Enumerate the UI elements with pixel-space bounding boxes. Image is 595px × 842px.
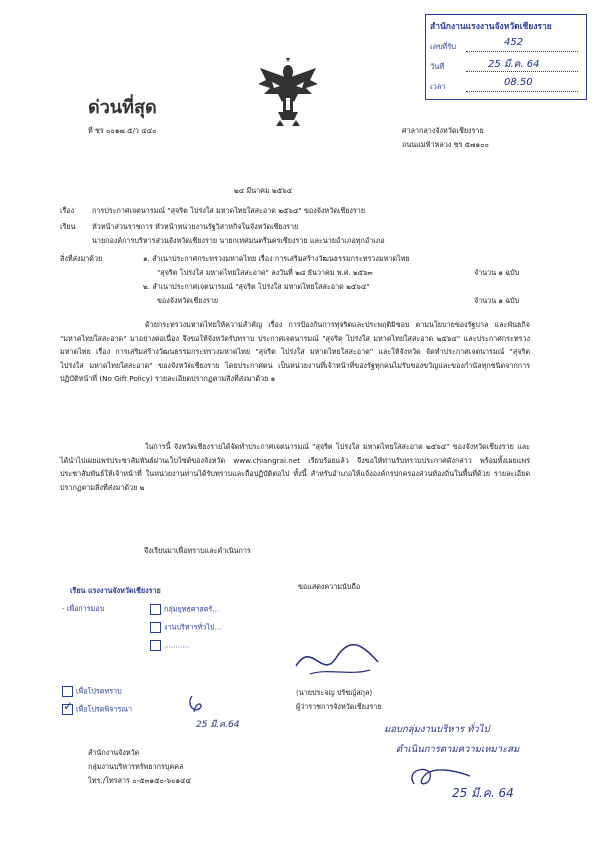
stamp-office: สำนักงานแรงงานจังหวัดเชียงราย — [430, 22, 552, 32]
document-number: ที่ ชร ๐๐๑๗.๕/ว ๔๔๐ — [88, 126, 157, 135]
urgent-heading: ด่วนที่สุด — [88, 97, 157, 118]
attachment-2-quantity: จำนวน ๑ ฉบับ — [474, 296, 520, 305]
handwritten-note-line2: ดำเนินการตามความเหมาะสม — [396, 744, 520, 755]
checkbox-icon — [150, 604, 161, 615]
routing-to: เรียน แรงงานจังหวัดเชียงราย — [70, 586, 161, 595]
checkbox-icon — [150, 640, 161, 651]
routing-assign-label: - เพื่อการมอบ — [62, 604, 105, 613]
closing-respect: ขอแสดงความนับถือ — [298, 582, 361, 591]
handwritten-note-date: 25 มี.ค. 64 — [452, 786, 514, 800]
attachment-1-line2: "สุจริต โปร่งใส มหาดไทยใสสะอาด" ลงวันที่ ๒๘ ธันวาคม พ.ศ. ๒๕๖๓ — [157, 268, 373, 277]
attachment-2-line2: ของจังหวัดเชียงราย — [157, 296, 219, 305]
subject-label: เรื่อง — [60, 206, 75, 215]
stamp-time-label: เวลา — [430, 82, 446, 91]
checkbox-icon — [150, 622, 161, 633]
routing-option-3: ........... — [150, 640, 189, 651]
attachment-2-line1: ๒. สำเนาประกาศเจตนารมณ์ "สุจริต โปร่งใส มหาดไทยใสสะอาด ๒๕๖๔" — [143, 282, 370, 291]
checkbox-icon — [62, 686, 73, 697]
office-line2: กลุ่มงานบริหารทรัพยากรบุคคล — [88, 762, 184, 771]
stamp-date-value: 25 มี.ค. 64 — [488, 59, 540, 70]
stamp-time-value: 08.50 — [504, 77, 533, 88]
stamp-received-label: เลขที่รับ — [430, 42, 457, 51]
sender-address-line1: ศาลากลางจังหวัดเชียงราย — [402, 126, 484, 135]
routing-check-consider: ✓ เพื่อโปรดพิจารณา — [63, 699, 133, 714]
routing-initial-date: 25 มี.ค.64 — [196, 720, 240, 730]
signer-name: (นายประจญ ปรัชญ์สกุล) — [296, 688, 373, 697]
checkmark-icon: ✓ — [63, 699, 74, 713]
to-line2: นายกองค์การบริหารส่วนจังหวัดเชียงราย นายกเทศมนตรีนครเชียงราย และนายอำเภอทุกอำเภอ — [92, 236, 385, 245]
garuda-emblem-icon — [256, 58, 320, 126]
office-line3: โทร./โทรสาร ๐-๕๓๑๕๐-๖๐๑๔๔ — [88, 776, 191, 785]
stamp-received-value: 452 — [504, 37, 524, 48]
sender-address-line2: ถนนแม่ฟ้าหลวง ชร ๕๗๑๐๐ — [402, 140, 489, 149]
to-line1: หัวหน้าส่วนราชการ หัวหน้าหน่วยงานรัฐวิสาหกิจในจังหวัดเชียงราย — [92, 222, 299, 231]
attachment-1-line1: ๑. สำเนาประกาศกระทรวงมหาดไทย เรื่อง การเสริมสร้างวัฒนธรรมกระทรวงมหาดไทย — [143, 254, 410, 263]
receiving-stamp — [425, 14, 587, 100]
handwritten-note-line1: มอบกลุ่มงานบริหาร ทั่วไป — [384, 724, 490, 735]
document-date: ๒๔ มีนาคม ๒๕๖๔ — [234, 186, 293, 195]
attachments-label: สิ่งที่ส่งมาด้วย — [60, 254, 103, 263]
routing-option-2: งานบริหารทั่วไป... — [150, 622, 221, 633]
governor-signature — [292, 636, 382, 682]
stamp-date-label: วันที่ — [430, 62, 445, 71]
attachment-1-quantity: จำนวน ๑ ฉบับ — [474, 268, 520, 277]
body-paragraph-1: ด้วยกระทรวงมหาดไทยให้ความสำคัญ เรื่อง การป้องกันการทุจริตและประพฤติมิชอบ ตามนโยบายของรัฐบาล และพันธกิจ "มหาดไทยใสสะอาด" มาอย่างต่อเนื่อง จึงขอให้จังหวัดรับทราบ ประกาศเจตนารมณ์ "สุจริต โปร่งใส มหาดไทยใสสะอาด ๒๕๖๔" และประกาศกระทรวงมหาดไทย เรื่อง การเสริมสร้างวัฒนธรรมกระทรวงมหาดไทย "สุจริต โปร่งใส มหาดไทยใสสะอาด" และให้จังหวัด จัดทำประกาศเจตนารมณ์ "สุจริต โปร่งใส มหาดไทยใสสะอาด" ของจังหวัดเชียงราย โดยประกาศตน เป็นหน่วยงานที่เจ้าหน้าที่ของรัฐทุกคนไม่รับของขวัญและของกำนัลทุกชนิดจากการปฏิบัติหน้าที่ (No Gift Policy) รายละเอียดปรากฏตามสิ่งที่ส่งมาด้วย ๑ — [60, 320, 530, 384]
routing-check-acknowledge: เพื่อโปรดทราบ — [62, 686, 122, 697]
routing-option-1: กลุ่มยุทธศาสตร์... — [150, 604, 219, 615]
subject-text: การประกาศเจตนารมณ์ "สุจริต โปร่งใส มหาดไทยใสสะอาด ๒๕๖๔" ของจังหวัดเชียงราย — [92, 206, 366, 215]
office-line1: สำนักงานจังหวัด — [88, 748, 140, 757]
signer-title: ผู้ว่าราชการจังหวัดเชียงราย — [296, 702, 382, 711]
closing-request: จึงเรียนมาเพื่อทราบและดำเนินการ — [144, 546, 251, 555]
to-label: เรียน — [60, 222, 76, 231]
body-paragraph-2: ในการนี้ จังหวัดเชียงรายได้จัดทำประกาศเจตนารมณ์ "สุจริต โปร่งใส มหาดไทยใสสะอาด ๒๕๖๔" ของจังหวัดเชียงราย และได้นำไปเผยแพร่ประชาสัมพันธ์ผ่านเว็บไซต์ของจังหวัด www.chiangrai.net เรียบร้อยแล้ว จึงขอให้ท่านรับทราบประกาศดังกล่าว พร้อมทั้งเผยแพร่ประชาสัมพันธ์ให้เจ้าหน้าที่ ในหน่วยงานท่านได้รับทราบและถือปฏิบัติต่อไป ทั้งนี้ สำหรับอำเภอให้แจ้งองค์กรปกครองส่วนท้องถิ่นในพื้นที่ด้วย รายละเอียดปรากฏตามสิ่งที่ส่งมาด้วย ๒ — [60, 442, 530, 492]
routing-initial-signature — [184, 692, 210, 718]
